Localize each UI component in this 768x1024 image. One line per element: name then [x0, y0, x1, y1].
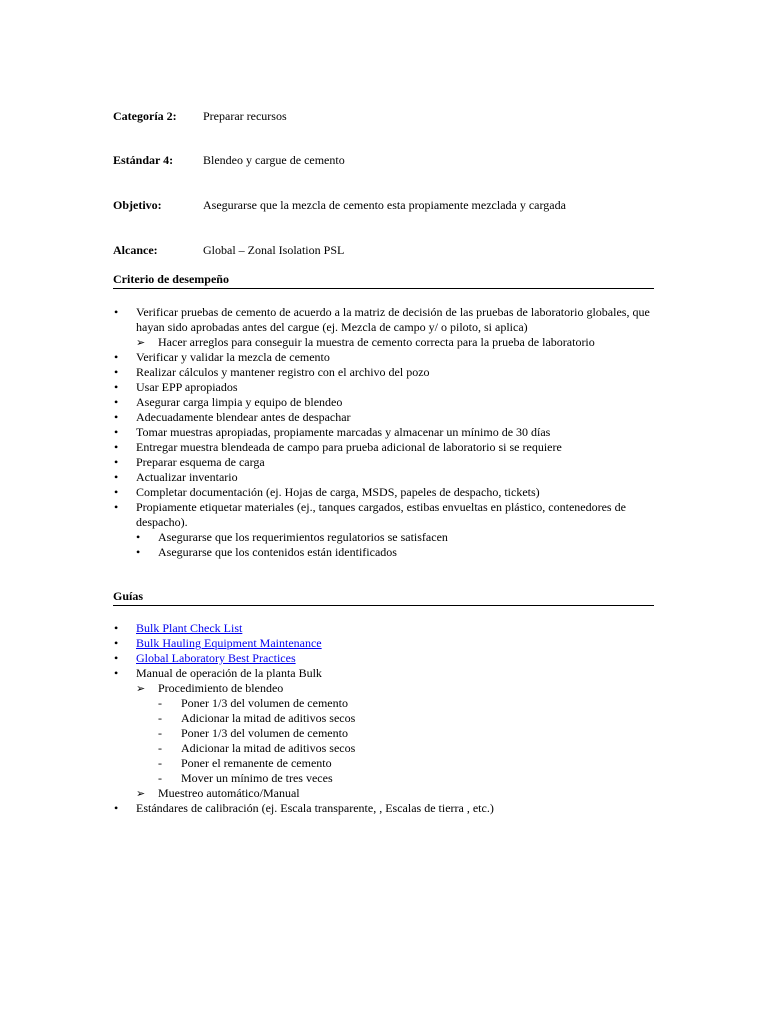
list-item: [113, 741, 658, 756]
field-value: Global – Zonal Isolation PSL: [203, 243, 345, 257]
list-item: [113, 365, 658, 380]
dash-bullet-icon: -: [158, 741, 162, 755]
list-item-text: Procedimiento de blendeo: [158, 681, 284, 695]
bullet-icon: •: [136, 545, 141, 559]
list-item-text: Actualizar inventario: [136, 470, 238, 484]
criterio-list: [113, 305, 658, 560]
bullet-icon: •: [114, 500, 119, 514]
list-item-text: Asegurarse que los requerimientos regulatorios se satisfacen: [158, 530, 448, 544]
list-item: [113, 696, 658, 711]
bullet-icon: •: [114, 395, 119, 409]
list-item-text: Completar documentación (ej. Hojas de carga, MSDS, papeles de despacho, tickets): [136, 485, 540, 499]
list-item-text: Verificar pruebas de cemento de acuerdo a la matriz de decisión de las pruebas de laboratorio globales, que hayan sido aprobadas antes del cargue (ej. Mezcla de campo y/ o piloto, si aplica): [136, 305, 650, 334]
dash-bullet-icon: -: [158, 726, 162, 740]
dash-bullet-icon: -: [158, 711, 162, 725]
list-item: [113, 335, 658, 350]
list-item: [113, 756, 658, 771]
bullet-icon: •: [114, 636, 119, 650]
list-item: [113, 786, 658, 801]
field-categoria: [113, 109, 673, 125]
list-item-text: Verificar y validar la mezcla de cemento: [136, 350, 330, 364]
list-item-text: Usar EPP apropiados: [136, 380, 238, 394]
list-item: [113, 440, 658, 455]
list-item-text: Preparar esquema de carga: [136, 455, 265, 469]
list-item: [113, 726, 658, 741]
field-value: Blendeo y cargue de cemento: [203, 153, 345, 167]
list-item: [113, 470, 658, 485]
bullet-icon: •: [114, 455, 119, 469]
list-item-text: Adicionar la mitad de aditivos secos: [181, 711, 356, 725]
section-title-guias: Guías: [113, 589, 654, 606]
list-item[interactable]: [113, 621, 658, 636]
list-item-text: Realizar cálculos y mantener registro con el archivo del pozo: [136, 365, 430, 379]
bullet-icon: •: [114, 365, 119, 379]
guide-link[interactable]: Global Laboratory Best Practices: [136, 651, 296, 665]
list-item-text: Hacer arreglos para conseguir la muestra de cemento correcta para la prueba de laboratorio: [158, 335, 595, 349]
list-item-text: Tomar muestras apropiadas, propiamente marcadas y almacenar un mínimo de 30 días: [136, 425, 551, 439]
list-item: [113, 681, 658, 696]
list-item: [113, 530, 658, 545]
bullet-icon: •: [114, 440, 119, 454]
arrow-bullet-icon: ➢: [136, 336, 146, 349]
bullet-icon: •: [136, 530, 141, 544]
list-item: [113, 711, 658, 726]
list-item: [113, 305, 658, 335]
list-item[interactable]: [113, 651, 658, 666]
field-value: Preparar recursos: [203, 109, 287, 123]
list-item-text: Estándares de calibración (ej. Escala transparente, , Escalas de tierra , etc.): [136, 801, 494, 815]
bullet-icon: •: [114, 621, 119, 635]
list-item: [113, 350, 658, 365]
bullet-icon: •: [114, 380, 119, 394]
list-item-text: Muestreo automático/Manual: [158, 786, 300, 800]
list-item-text: Asegurar carga limpia y equipo de blendeo: [136, 395, 343, 409]
list-item: [113, 380, 658, 395]
guide-link[interactable]: Bulk Hauling Equipment Maintenance: [136, 636, 322, 650]
list-item-text: Manual de operación de la planta Bulk: [136, 666, 322, 680]
list-item-text: Mover un mínimo de tres veces: [181, 771, 333, 785]
list-item: [113, 771, 658, 786]
bullet-icon: •: [114, 305, 119, 319]
list-item: [113, 485, 658, 500]
field-estandar: [113, 153, 673, 169]
list-item-text: Poner el remanente de cemento: [181, 756, 332, 770]
bullet-icon: •: [114, 666, 119, 680]
field-label: Estándar 4:: [113, 153, 174, 167]
list-item: [113, 666, 658, 681]
field-label: Alcance:: [113, 243, 158, 257]
arrow-bullet-icon: ➢: [136, 787, 146, 800]
bullet-icon: •: [114, 651, 119, 665]
section-title-criterio: Criterio de desempeño: [113, 272, 654, 289]
guias-list: [113, 621, 658, 816]
list-item-text: Asegurarse que los contenidos están identificados: [158, 545, 397, 559]
field-label: Objetivo:: [113, 198, 162, 212]
list-item: [113, 410, 658, 425]
dash-bullet-icon: -: [158, 696, 162, 710]
dash-bullet-icon: -: [158, 756, 162, 770]
bullet-icon: •: [114, 801, 119, 815]
bullet-icon: •: [114, 410, 119, 424]
list-item-text: Entregar muestra blendeada de campo para prueba adicional de laboratorio si se requiere: [136, 440, 562, 454]
list-item: [113, 425, 658, 440]
field-objetivo: [113, 198, 673, 214]
bullet-icon: •: [114, 470, 119, 484]
list-item: [113, 500, 658, 530]
list-item: [113, 455, 658, 470]
list-item: [113, 395, 658, 410]
list-item: [113, 801, 658, 816]
guide-link[interactable]: Bulk Plant Check List: [136, 621, 243, 635]
list-item: [113, 545, 658, 560]
list-item-text: Adecuadamente blendear antes de despachar: [136, 410, 351, 424]
dash-bullet-icon: -: [158, 771, 162, 785]
list-item[interactable]: [113, 636, 658, 651]
field-label: Categoría 2:: [113, 109, 177, 123]
arrow-bullet-icon: ➢: [136, 682, 146, 695]
list-item-text: Propiamente etiquetar materiales (ej., tanques cargados, estibas envueltas en plástico, contenedores de despacho).: [136, 500, 626, 529]
bullet-icon: •: [114, 485, 119, 499]
bullet-icon: •: [114, 350, 119, 364]
field-alcance: [113, 243, 673, 259]
field-value: Asegurarse que la mezcla de cemento esta propiamente mezclada y cargada: [203, 198, 566, 212]
list-item-text: Adicionar la mitad de aditivos secos: [181, 741, 356, 755]
bullet-icon: •: [114, 425, 119, 439]
list-item-text: Poner 1/3 del volumen de cemento: [181, 696, 348, 710]
list-item-text: Poner 1/3 del volumen de cemento: [181, 726, 348, 740]
